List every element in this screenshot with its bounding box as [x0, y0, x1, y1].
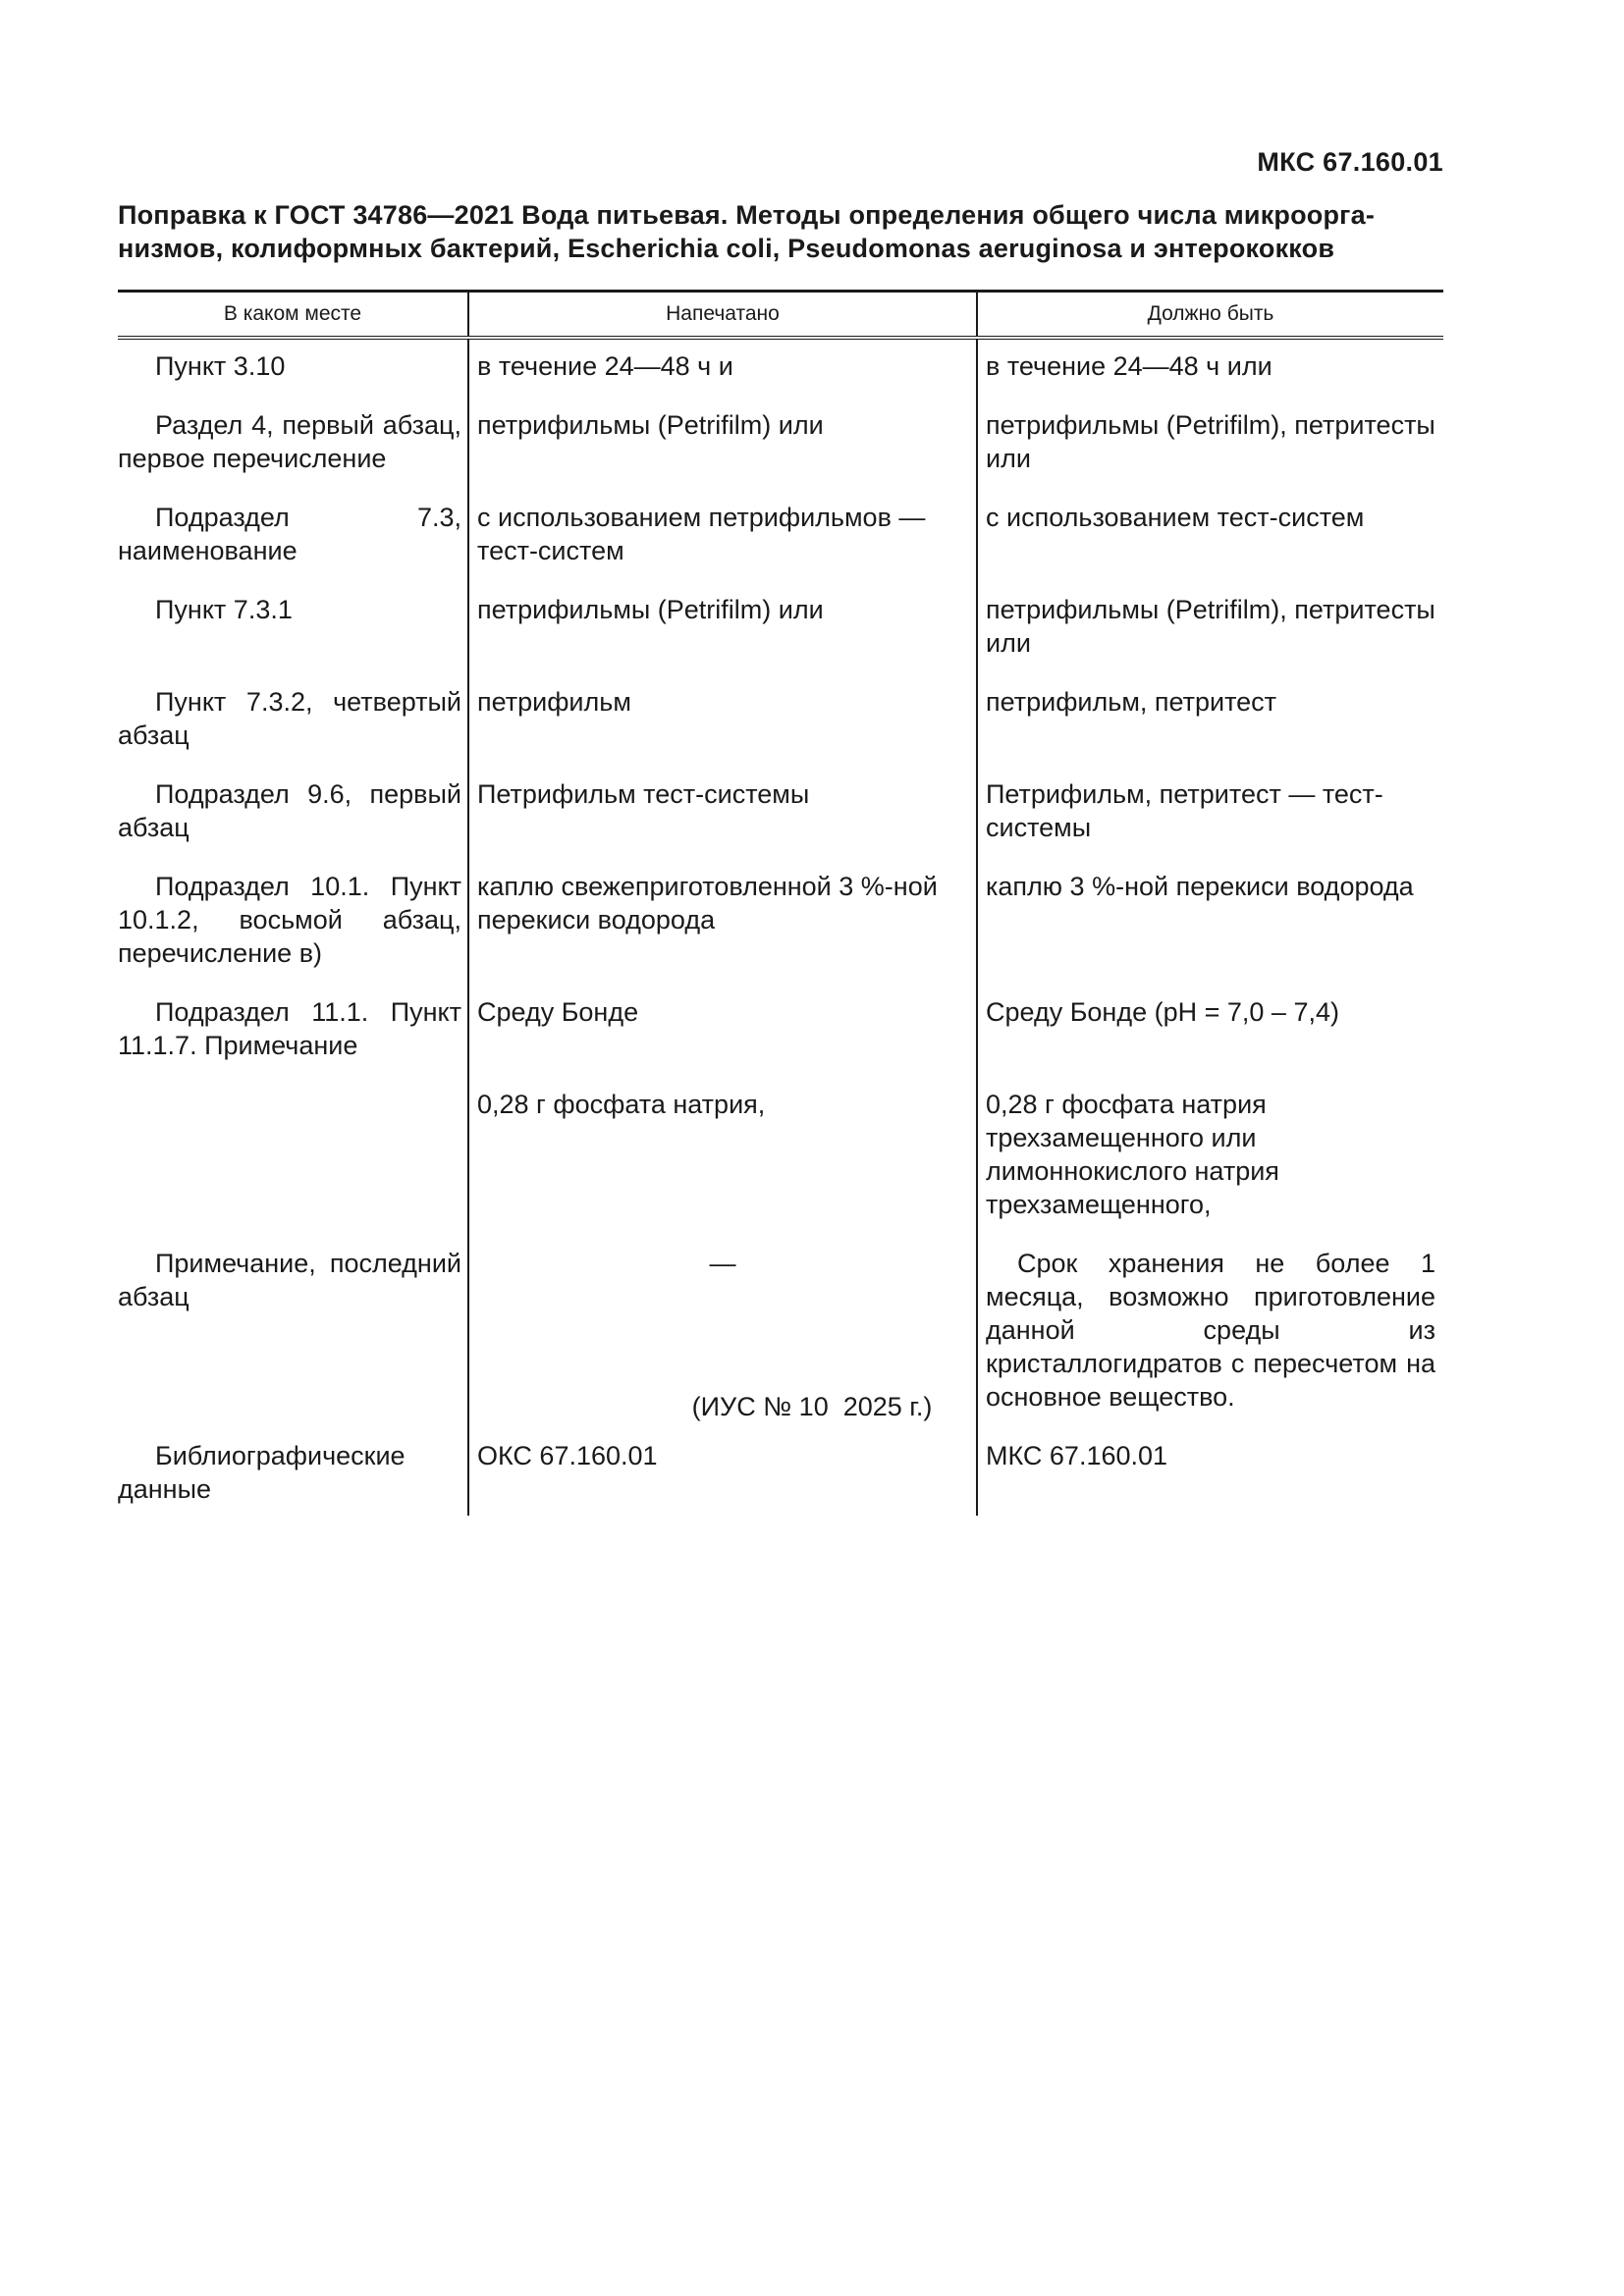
cell-where: Пункт 3.10	[155, 351, 286, 381]
cell-where: Подраздел 9.6, первый абзац	[118, 779, 461, 842]
column-header-where: В каком месте	[118, 292, 468, 339]
cell-should-be: Среду Бонде (pH = 7,0 – 7,4)	[977, 989, 1443, 1082]
cell-should-be: МКС 67.160.01	[977, 1433, 1443, 1516]
publication-note: (ИУС № 10 2025 г.)	[691, 1392, 933, 1421]
cell-should-be: Срок хранения не более 1 месяца, возможно приготовление данной среды из кристаллогидратов с пересчетом на основное вещество.	[977, 1241, 1443, 1433]
cell-should-be: петрифильмы (Petrifilm), петритесты или	[977, 402, 1443, 495]
cell-printed: с использованием петрифильмов — тест-систем	[468, 495, 977, 587]
column-header-printed: Напечатано	[468, 292, 977, 339]
cell-where: Пункт 7.3.2, четвертый абзац	[118, 687, 461, 750]
cell-where: Пункт 7.3.1	[155, 595, 293, 624]
table-row	[118, 679, 1443, 772]
cell-should-be: 0,28 г фосфата натрия трехзамещенного или лимоннокислого натрия трехзамещенного,	[977, 1082, 1443, 1241]
cell-printed: —	[468, 1241, 977, 1433]
amendment-table	[118, 290, 1443, 1516]
cell-where: Примечание, последний абзац	[118, 1249, 461, 1311]
cell-printed: 0,28 г фосфата натрия,	[468, 1082, 977, 1241]
cell-where: Подраздел 7.3, наименование	[118, 503, 461, 565]
title-line-2: низмов, колиформных бактерий, Escherichia coli, Pseudomonas aeruginosa и энтерококков	[118, 234, 1335, 263]
table-row	[118, 338, 1443, 402]
cell-where	[118, 1082, 468, 1241]
cell-printed: каплю свежеприготовленной 3 %-ной перекиси водорода	[468, 864, 977, 989]
table-row	[118, 989, 1443, 1082]
table-row	[118, 1433, 1443, 1516]
cell-printed: петрифильм	[468, 679, 977, 772]
column-header-should-be: Должно быть	[977, 292, 1443, 339]
classification-code: МКС 67.160.01	[1257, 147, 1443, 177]
cell-printed: в течение 24—48 ч и	[468, 338, 977, 402]
cell-should-be: с использованием тест-систем	[977, 495, 1443, 587]
cell-printed: петрифильмы (Petrifilm) или	[468, 587, 977, 679]
cell-should-be: в течение 24—48 ч или	[977, 338, 1443, 402]
table-row	[118, 495, 1443, 587]
cell-printed: ОКС 67.160.01	[468, 1433, 977, 1516]
cell-where: Подраздел 10.1. Пункт 10.1.2, восьмой абзац, перечисление в)	[118, 872, 461, 968]
table-row	[118, 587, 1443, 679]
cell-should-be: петрифильмы (Petrifilm), петритесты или	[977, 587, 1443, 679]
cell-printed: Петрифильм тест-системы	[468, 772, 977, 864]
table-row	[118, 1082, 1443, 1241]
cell-should-be: каплю 3 %-ной перекиси водорода	[977, 864, 1443, 989]
document-title	[118, 198, 1443, 265]
title-line-1: Поправка к ГОСТ 34786—2021 Вода питьевая. Методы определения общего числа микроорга-	[118, 200, 1376, 230]
cell-should-be: Петрифильм, петритест — тест-системы	[977, 772, 1443, 864]
cell-printed: Среду Бонде	[468, 989, 977, 1082]
cell-should-be: петрифильм, петритест	[977, 679, 1443, 772]
table-row	[118, 402, 1443, 495]
cell-where: Подраздел 11.1. Пункт 11.1.7. Примечание	[118, 997, 461, 1060]
table-row	[118, 772, 1443, 864]
table-header-row	[118, 292, 1443, 339]
cell-where: Раздел 4, первый абзац, первое перечисление	[118, 410, 461, 473]
cell-where: Библиографические данные	[118, 1441, 406, 1504]
table-row	[118, 864, 1443, 989]
cell-printed: петрифильмы (Petrifilm) или	[468, 402, 977, 495]
